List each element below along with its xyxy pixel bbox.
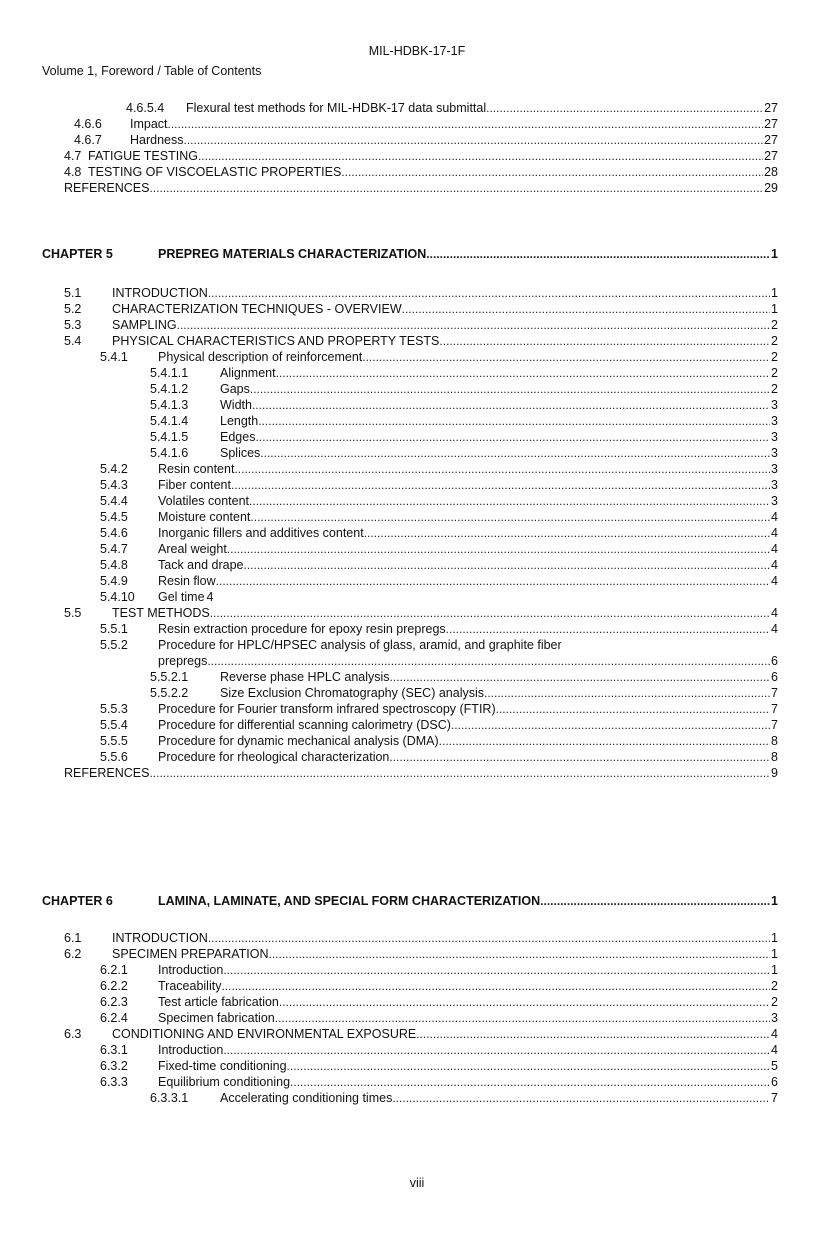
toc-entry-page: 2 [771,979,778,993]
toc-entry-page: 4 [771,558,778,572]
toc-entry-page: 1 [771,963,778,977]
toc-entry[interactable] [42,445,778,461]
dot-leader [496,701,770,717]
toc-entry-number: 5.5.2.1 [150,670,189,684]
toc-entry-continuation[interactable] [42,653,778,669]
toc-entry-number: 5.4.6 [100,526,128,540]
chapter-5-entries [42,285,778,781]
toc-entry-page: 4 [771,622,778,636]
dot-leader [451,717,770,733]
dot-leader [276,365,770,381]
toc-entry-number: 5.5.2.2 [150,686,189,700]
dot-leader [362,349,770,365]
dot-leader [279,994,770,1010]
toc-entry-number: 5.4.3 [100,478,128,492]
toc-entry-number: 5.5.4 [100,718,128,732]
toc-entry-number: 5.4.1.1 [150,366,189,380]
toc-entry-number: 6.1 [64,931,82,945]
toc-entry-number: 6.2.1 [100,963,128,977]
toc-entry-title: Equilibrium conditioning [158,1075,291,1089]
dot-leader [392,1090,770,1106]
dot-leader [426,246,770,262]
toc-entry-number: 5.4.10 [100,590,135,604]
dot-leader [231,477,770,493]
dot-leader [287,1058,771,1074]
toc-entry-page: 2 [771,334,778,348]
toc-entry-number: 6.3.2 [100,1059,128,1073]
toc-entry-title: SPECIMEN PREPARATION [112,947,269,961]
toc-entry[interactable] [42,701,778,717]
toc-entry-number: 5.5.2 [100,638,128,652]
toc-entry-page: 3 [771,478,778,492]
dot-leader [223,962,770,978]
chapter-title: LAMINA, LAMINATE, AND SPECIAL FORM CHARACTERIZATION [158,894,541,908]
dot-leader [402,301,770,317]
toc-entry-number: 4.6.6 [74,117,102,131]
toc-entry-number: 6.2.4 [100,1011,128,1025]
toc-entry[interactable] [42,285,778,301]
toc-entry-number: 6.3 [64,1027,82,1041]
toc-entry-page: 27 [764,149,778,163]
dot-leader [234,461,770,477]
chapter-6-entries [42,930,778,1106]
toc-entry-page: 7 [771,702,778,716]
toc-entry-number: 5.4.1.3 [150,398,189,412]
toc-entry-page: 4 [771,1043,778,1057]
toc-entry-page: 3 [771,430,778,444]
toc-entry-title: Flexural test methods for MIL-HDBK-17 data submittal [186,101,487,115]
toc-entry-page: 4 [771,1027,778,1041]
toc-entry-number: 6.2.2 [100,979,128,993]
toc-entry[interactable] [42,381,778,397]
dot-leader [364,525,770,541]
toc-entry-title: Length [220,414,259,428]
toc-entry-page: 3 [771,494,778,508]
toc-entry[interactable] [42,637,778,653]
dot-leader [255,429,770,445]
chapter-6-heading [42,893,778,909]
toc-entry-title: Resin flow [158,574,216,588]
toc-entry[interactable] [42,685,778,701]
chapter-label: CHAPTER 6 [42,894,113,908]
toc-entry[interactable] [42,669,778,685]
chapter-label: CHAPTER 5 [42,247,113,261]
toc-entry-number: 5.4.8 [100,558,128,572]
toc-entry[interactable] [42,509,778,525]
toc-entry-number: 5.5.3 [100,702,128,716]
toc-entry-number: 5.4.1.6 [150,446,189,460]
toc-entry-page: 3 [771,446,778,460]
dot-leader [249,493,770,509]
dot-leader [149,765,770,781]
toc-entry-title: Volatiles content [158,494,250,508]
toc-entry-page: 8 [771,734,778,748]
toc-entry-title: Resin extraction procedure for epoxy resin prepregs [158,622,446,636]
toc-entry-title: Gel time [158,590,205,604]
toc-entry-page: 1 [771,931,778,945]
volume-header: Volume 1, Foreword / Table of Contents [42,64,262,78]
toc-entry[interactable] [42,621,778,637]
dot-leader [390,669,771,685]
toc-entry[interactable] [42,589,778,605]
dot-leader [177,317,770,333]
dot-leader [486,100,763,116]
toc-entry-page: 1 [771,947,778,961]
toc-entry-title: Edges [220,430,256,444]
toc-entry[interactable] [42,1042,778,1058]
toc-entry[interactable] [42,930,778,946]
toc-entry[interactable] [42,164,778,180]
toc-entry-number: 5.4.2 [100,462,128,476]
document-id-header: MIL-HDBK-17-1F [368,44,466,58]
toc-entry-page: 8 [771,750,778,764]
toc-entry-page: 27 [764,133,778,147]
dot-leader [439,333,770,349]
toc-entry[interactable] [42,994,778,1010]
toc-entry-page: 4 [771,606,778,620]
dot-leader [149,180,763,196]
toc-entry-page: 6 [771,1075,778,1089]
toc-entry[interactable] [42,605,778,621]
toc-entry[interactable] [42,301,778,317]
toc-entry-title: Resin content [158,462,235,476]
dot-leader [416,1026,770,1042]
chapter-page: 1 [771,894,778,908]
dot-leader [250,509,770,525]
toc-entry-page: 1 [771,286,778,300]
toc-entry-page: 2 [771,382,778,396]
toc-entry-number: 4.7 [64,149,82,163]
toc-entry-number: 6.3.1 [100,1043,128,1057]
toc-entry[interactable] [42,978,778,994]
toc-entry-page: 29 [764,181,778,195]
toc-entry[interactable] [42,132,778,148]
toc-entry-title: SAMPLING [112,318,177,332]
toc-entry-page: 6 [771,654,778,668]
toc-entry-number: 5.4.1.5 [150,430,189,444]
dot-leader [223,1042,770,1058]
toc-entry-title: Fiber content [158,478,231,492]
toc-entry-title: Gaps [220,382,250,396]
toc-entry[interactable] [42,148,778,164]
toc-entry-page: 7 [771,1091,778,1105]
toc-entry-number: 6.2.3 [100,995,128,1009]
toc-entry-page: 5 [771,1059,778,1073]
toc-entry-number: 4.6.7 [74,133,102,147]
chapter-page: 1 [771,247,778,261]
dot-leader [243,557,770,573]
toc-entry[interactable] [42,365,778,381]
toc-entry[interactable] [42,749,778,765]
toc-entry-title: Test article fabrication [158,995,279,1009]
toc-entry-page: 27 [764,117,778,131]
dot-leader [269,946,771,962]
toc-entry-title: TESTING OF VISCOELASTIC PROPERTIES [88,165,342,179]
toc-entry-title: Areal weight [158,542,227,556]
toc-entry[interactable] [42,557,778,573]
dot-leader [290,1074,770,1090]
toc-entry-page: 2 [771,995,778,1009]
toc-entry-page: 1 [771,302,778,316]
toc-entry-title: REFERENCES [64,766,150,780]
toc-entry-title: CHARACTERIZATION TECHNIQUES - OVERVIEW [112,302,402,316]
toc-entry-number: 5.5.6 [100,750,128,764]
toc-entry-page: 4 [206,590,214,604]
toc-entry[interactable] [42,116,778,132]
toc-entry[interactable] [42,180,778,196]
dot-leader [184,132,764,148]
toc-entry-number: 6.2 [64,947,82,961]
toc-entry-title: Reverse phase HPLC analysis [220,670,390,684]
toc-entry-page: 6 [771,670,778,684]
toc-entry-number: 6.3.3 [100,1075,128,1089]
toc-entry[interactable] [42,349,778,365]
toc-entry-number: 5.3 [64,318,82,332]
dot-leader [208,930,770,946]
page-number: viii [409,1176,425,1190]
dot-leader [208,285,770,301]
toc-entry-number: 6.3.3.1 [150,1091,189,1105]
toc-entry-title: FATIGUE TESTING [88,149,198,163]
toc-entry-page: 4 [771,574,778,588]
toc-entry-page: 2 [771,318,778,332]
toc-entry[interactable] [42,541,778,557]
dot-leader [198,148,763,164]
toc-entry-title-continued: prepregs [158,654,208,668]
chapter-heading[interactable] [42,246,778,262]
toc-entry-title: Procedure for rheological characterization [158,750,390,764]
toc-entry[interactable] [42,733,778,749]
toc-entry-page: 9 [771,766,778,780]
toc-entry-title: Fixed-time conditioning [158,1059,287,1073]
toc-entry-page: 3 [771,398,778,412]
toc-entry-title: Alignment [220,366,276,380]
toc-entry-page: 4 [771,526,778,540]
toc-entry-title: Specimen fabrication [158,1011,275,1025]
toc-entry-title: CONDITIONING AND ENVIRONMENTAL EXPOSURE [112,1027,417,1041]
toc-entry-title: Hardness [130,133,184,147]
toc-entry-title: Introduction [158,1043,224,1057]
toc-entry-title: Procedure for HPLC/HPSEC analysis of glass, aramid, and graphite fiber [158,638,562,652]
toc-entry-number: 5.4.1.4 [150,414,189,428]
toc-entry-title: PHYSICAL CHARACTERISTICS AND PROPERTY TESTS [112,334,440,348]
toc-entry-title: Inorganic fillers and additives content [158,526,364,540]
toc-entry-title: Traceability [158,979,222,993]
toc-entry-page: 4 [771,542,778,556]
toc-entry[interactable] [42,1074,778,1090]
toc-entry-page: 27 [764,101,778,115]
toc-entry-number: 5.4.7 [100,542,128,556]
toc-entry-number: 4.8 [64,165,82,179]
toc-entry[interactable] [42,477,778,493]
toc-entry-number: 5.5.5 [100,734,128,748]
toc-entry[interactable] [42,1090,778,1106]
toc-entry-number: 5.4 [64,334,82,348]
toc-entry-title: Introduction [158,963,224,977]
toc-entry[interactable] [42,717,778,733]
toc-entry-title: INTRODUCTION [112,931,208,945]
toc-entry-title: INTRODUCTION [112,286,208,300]
toc-entry[interactable] [42,100,778,116]
toc-entry-page: 28 [764,165,778,179]
toc-entry-page: 2 [771,366,778,380]
toc-entry[interactable] [42,573,778,589]
toc-entry[interactable] [42,461,778,477]
toc-entry-title: TEST METHODS [112,606,210,620]
toc-entry-number: 5.5 [64,606,82,620]
toc-entry-number: 5.4.5 [100,510,128,524]
toc-entry-title: Width [220,398,252,412]
dot-leader [446,621,770,637]
toc-entry-number: 5.4.1.2 [150,382,189,396]
toc-entry[interactable] [42,333,778,349]
toc-entry-title: Size Exclusion Chromatography (SEC) analysis [220,686,484,700]
dot-leader [389,749,770,765]
toc-top-section [42,100,778,196]
dot-leader [540,893,770,909]
toc-entry[interactable] [42,493,778,509]
toc-entry[interactable] [42,1026,778,1042]
toc-entry-number: 5.1 [64,286,82,300]
dot-leader [439,733,770,749]
dot-leader [216,573,770,589]
dot-leader [258,413,770,429]
toc-entry[interactable] [42,397,778,413]
toc-entry-number: 5.4.4 [100,494,128,508]
toc-entry-page: 7 [771,686,778,700]
toc-entry-number: 4.6.5.4 [126,101,165,115]
dot-leader [275,1010,770,1026]
toc-entry-page: 7 [771,718,778,732]
toc-entry-page: 3 [771,414,778,428]
toc-entry[interactable] [42,1058,778,1074]
toc-entry-page: 3 [771,462,778,476]
toc-entry-title: Procedure for dynamic mechanical analysis (DMA) [158,734,439,748]
dot-leader [207,653,770,669]
chapter-title: PREPREG MATERIALS CHARACTERIZATION [158,247,427,261]
toc-entry-number: 5.4.9 [100,574,128,588]
dot-leader [484,685,770,701]
toc-entry-number: 5.5.1 [100,622,128,636]
toc-entry[interactable] [42,962,778,978]
dot-leader [341,164,763,180]
toc-entry-title: REFERENCES [64,181,150,195]
toc-entry-page: 3 [771,1011,778,1025]
toc-entry-title: Splices [220,446,261,460]
toc-entry-title: Impact [130,117,168,131]
dot-leader [227,541,770,557]
chapter-5-heading [42,246,778,262]
toc-entry-title: Tack and drape [158,558,244,572]
toc-entry-number: 5.4.1 [100,350,128,364]
toc-entry-title: Accelerating conditioning times [220,1091,393,1105]
toc-entry[interactable] [42,525,778,541]
toc-entry[interactable] [42,413,778,429]
toc-entry-title: Procedure for differential scanning calorimetry (DSC) [158,718,451,732]
dot-leader [252,397,770,413]
toc-entry[interactable] [42,317,778,333]
toc-entry[interactable] [42,429,778,445]
toc-entry-number: 5.2 [64,302,82,316]
dot-leader [210,605,770,621]
toc-entry[interactable] [42,946,778,962]
toc-entry[interactable] [42,765,778,781]
toc-entry-title: Procedure for Fourier transform infrared spectroscopy (FTIR) [158,702,496,716]
toc-entry-page: 2 [771,350,778,364]
toc-entry-title: Physical description of reinforcement [158,350,363,364]
dot-leader [250,381,770,397]
dot-leader [168,116,764,132]
dot-leader [260,445,770,461]
toc-entry-page: 4 [771,510,778,524]
toc-entry-title: Moisture content [158,510,251,524]
chapter-heading[interactable] [42,893,778,909]
dot-leader [221,978,770,994]
toc-entry[interactable] [42,1010,778,1026]
